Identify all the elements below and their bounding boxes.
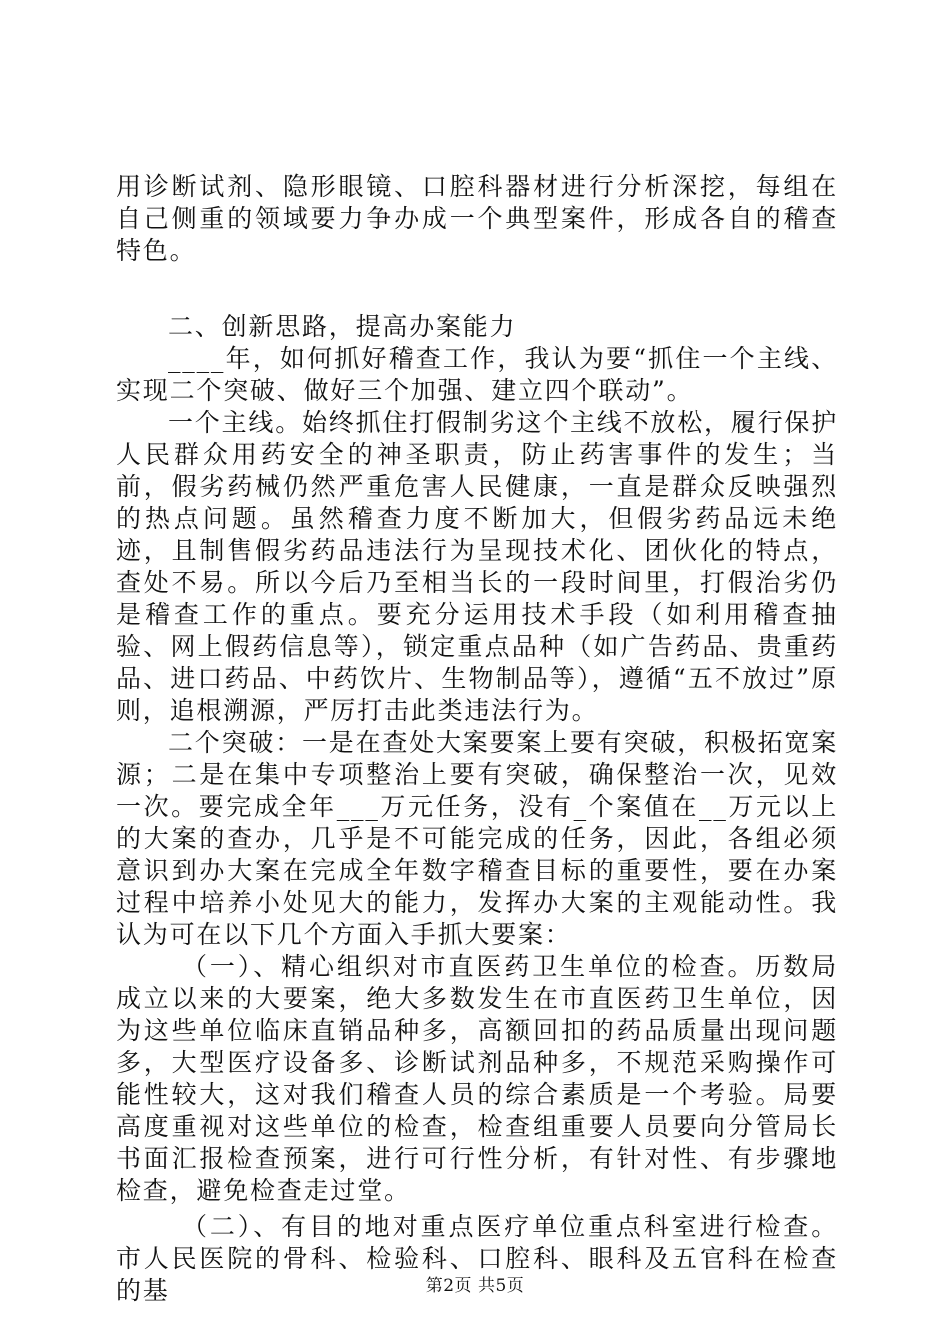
page-footer bbox=[0, 1271, 950, 1296]
paragraph-main-line: 一个主线。始终抓住打假制劣这个主线不放松，履行保护人民群众用药安全的神圣职责，防止药害事件的发生；当前，假劣药械仍然严重危害人民健康，一直是群众反映强烈的热点问题。虽然稽查力度不断加大，但假劣药品远未绝迹，且制售假劣药品违法行为呈现技术化、团伙化的特点，查处不易。所以今后乃至相当长的一段时间里，打假治劣仍是稽查工作的重点。要充分运用技术手段（如利用稽查抽验、网上假药信息等），锁定重点品种（如广告药品、贵重药品、进口药品、中药饮片、生物制品等），遵循“五不放过”原则，追根溯源，严厉打击此类违法行为。 bbox=[116, 408, 839, 725]
paragraph-two-breakthroughs: 二个突破：一是在查处大案要案上要有突破，积极拓宽案源；二是在集中专项整治上要有突破，确保整治一次，见效一次。要完成全年___万元任务，没有_个案值在__万元以上的大案的查办，几乎是不可能完成的任务，因此，各组必须意识到办大案在完成全年数字稽查目标的重要性，要在办案过程中培养小处见大的能力，发挥办大案的主观能动性。我认为可在以下几个方面入手抓大要案： bbox=[116, 728, 839, 949]
paragraph-continuation: 用诊断试剂、隐形眼镜、口腔科器材进行分析深挖，每组在自己侧重的领域要力争办成一个典型案件，形成各自的稽查特色。 bbox=[116, 172, 838, 265]
document-body bbox=[116, 171, 838, 1307]
paragraph-item-two: （二）、有目的地对重点医疗单位重点科室进行检查。市人民医院的骨科、检验科、口腔科、眼科及五官科在检查的基 bbox=[116, 1212, 838, 1305]
paragraph-intro: ____年，如何抓好稽查工作，我认为要“抓住一个主线、实现二个突破、做好三个加强、建立四个联动”。 bbox=[116, 344, 838, 405]
page-number-indicator: 第2页 共5页 bbox=[425, 1276, 525, 1296]
paragraph-item-one: （一）、精心组织对市直医药卫生单位的检查。历数局成立以来的大要案，绝大多数发生在市直医药卫生单位，因为这些单位临床直销品种多，高额回扣的药品质量出现问题多，大型医疗设备多、诊断试剂品种多，不规范采购操作可能性较大，这对我们稽查人员的综合素质是一个考验。局要高度重视对这些单位的检查，检查组重要人员要向分管局长书面汇报检查预案，进行可行性分析，有针对性、有步骤地检查，避免检查走过堂。 bbox=[116, 952, 838, 1205]
section-heading: 二、创新思路，提高办案能力 bbox=[168, 312, 517, 341]
